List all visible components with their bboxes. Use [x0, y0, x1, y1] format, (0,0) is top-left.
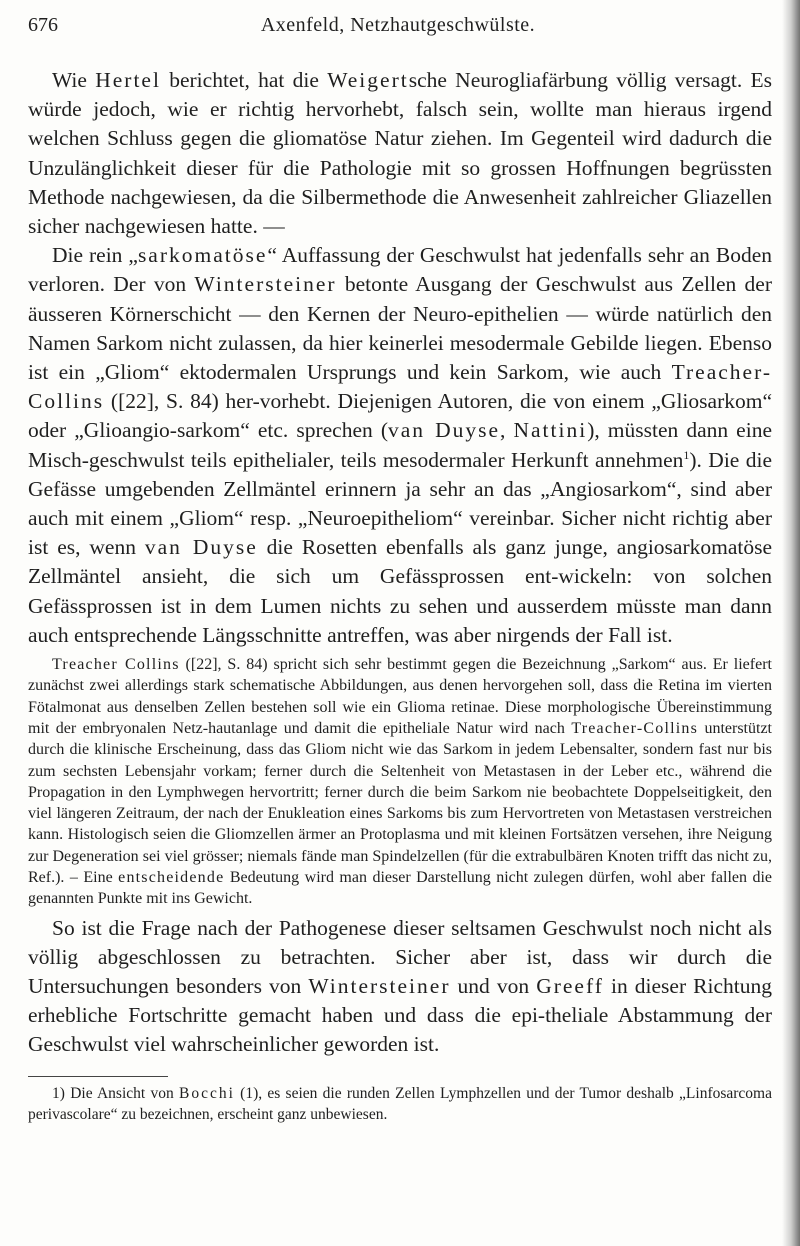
author-name: Greeff	[536, 974, 604, 999]
author-name: Wintersteiner	[194, 272, 337, 297]
paragraph-pathogenese	[28, 914, 772, 1060]
text-run: (1), es seien die runden Zellen Lymphzellen und der Tumor deshalb „Linfosarcoma perivascolare“ zu bezeichnen, erscheint ganz unbewiesen.	[28, 1084, 772, 1123]
footnote-number: 1)	[52, 1084, 65, 1102]
page-number: 676	[28, 14, 58, 36]
text-run: Die rein „	[52, 243, 138, 268]
paragraph-hertel	[28, 66, 772, 241]
text-run: “ Auffassung der Geschwulst hat jedenfalls sehr an Boden verloren. Der von	[28, 243, 773, 297]
text-run: Die Ansicht von	[64, 1084, 179, 1102]
text-run: und von	[450, 974, 537, 999]
page-edge-shadow	[782, 0, 800, 1246]
text-run: in dieser Richtung erhebliche Fortschritte gemacht haben und dass die epi-theliale Abstammung der Geschwulst viel wahrscheinlicher geworden ist.	[28, 974, 773, 1057]
text-run: Wie	[52, 68, 96, 92]
footnote-divider	[28, 1076, 168, 1077]
paragraph-sarkomatoese	[28, 241, 772, 650]
text-run: ,	[500, 418, 514, 443]
text-run: ([22], S. 84) her-vorhebt. Diejenigen Autoren, die von einem „Gliosarkom“ oder „Glioangio-sarkom“ etc. sprechen (	[28, 389, 772, 443]
text-run: Bedeutung wird man dieser Darstellung nicht zulegen dürfen, wohl aber fallen die genannten Punkte mit ins Gewicht.	[28, 869, 773, 908]
author-name: Treacher-Collins	[28, 360, 772, 414]
text-run: ([22], S. 84) spricht sich sehr bestimmt gegen die Bezeichnung „Sarkom“ aus. Er liefert zunächst zwei allerdings stark schematische Abbildungen, aus denen hervorgehen soll, dass die Retina im vierten Fötalmonat aus denselben Zellen bestehen soll wie ein Glioma retinae. Diese morphologische Übereinstimmung mit der embryonalen Netz-hautanlage und damit die epitheliale Natur wird nach	[28, 656, 772, 737]
emphasized-term: sarkomatöse	[137, 243, 268, 268]
author-name: Treacher-Collins	[571, 719, 699, 737]
author-name: Hertel	[95, 68, 161, 92]
running-head	[28, 14, 768, 42]
header-title: Axenfeld, Netzhautgeschwülste.	[260, 14, 536, 36]
body-text	[28, 66, 772, 1125]
text-run: berichtet, hat die	[160, 68, 328, 92]
author-name: Weigert	[327, 68, 409, 92]
footnote	[28, 1083, 772, 1125]
author-name: van Duyse	[144, 535, 258, 560]
text-run: betonte Ausgang der Geschwulst aus Zellen der äusseren Körnerschicht — den Kernen der Neuro-epithelien — würde natürlich den Namen Sarkom nicht zulassen, da hier keinerlei mesodermale Gebilde liegen. Ebenso ist ein „Gliom“ ektodermalen Ursprungs und kein Sarkom, wie auch	[28, 272, 773, 385]
emphasized-term: entscheidende	[118, 869, 225, 887]
small-print-treacher-collins	[28, 654, 772, 910]
text-run: ). Die die Gefässe umgebenden Zellmäntel erinnern ja sehr an das „Angiosarkom“, sind aber auch mit einem „Gliom“ resp. „Neuroepitheliom“ vereinbar. Sicher nicht richtig aber ist es, wenn	[28, 447, 772, 560]
text-run: unterstützt durch die klinische Erscheinung, dass das Gliom nicht wie das Sarkom in jedem Lebensalter, sondern fast nur bis zum sechsten Lebensjahr vorkam; ferner durch die Seltenheit von Metastasen in der Leber etc., während die Propagation in den Lymphwegen hervortritt; ferner durch die beim Sarkom nie beobachtete Doppelseitigkeit, den viel längeren Zeitraum, der nach der Enukleation eines Sarkoms bis zum Hervortreten von Metastasen verstreichen kann. Histologisch seien die Gliomzellen ärmer an Protoplasma und mit kleinen Fortsätzen versehen, ihre Neigung zur Degeneration sei viel grösser; niemals fände man Spindelzellen (für die extrabulbären Knoten trifft das nicht zu, Ref.). – Eine	[28, 719, 772, 887]
text-run: sche Neurogliafärbung völlig versagt. Es würde jedoch, wie er richtig hervorhebt, falsch sein, wollte man hieraus irgend welchen Schluss gegen die gliomatöse Natur ziehen. Im Gegenteil wird dadurch die Unzulänglichkeit dieser für die Pathologie mit so grossen Hoffnungen begrüssten Methode nachgewiesen, da die Silbermethode die Anwesenheit zahlreicher Gliazellen sicher nachgewiesen hatte. —	[28, 68, 772, 239]
author-name: Nattini	[513, 418, 588, 443]
text-run: So ist die Frage nach der Pathogenese dieser seltsamen Geschwulst noch nicht als völlig abgeschlossen zu betrachten. Sicher aber ist, dass wir durch die Untersuchungen besonders von	[28, 915, 772, 999]
text-run: ), müssten dann eine Misch-geschwulst teils epithelialer, teils mesodermaler Herkunft annehmen	[28, 418, 772, 472]
author-name: van Duyse	[387, 418, 501, 443]
author-name: Treacher Collins	[52, 656, 180, 674]
footnote-marker: 1	[683, 447, 690, 462]
text-run: die Rosetten ebenfalls als ganz junge, angiosarkomatöse Zellmäntel ansieht, die sich um Gefässprossen ent-wickeln: von solchen Gefässprossen ist in dem Lumen nichts zu sehen und ausserdem müsste man dann auch entsprechende Längsschnitte antreffen, was aber nirgends der Fall ist.	[28, 535, 773, 647]
author-name: Wintersteiner	[308, 974, 451, 999]
author-name: Bocchi	[178, 1084, 235, 1102]
